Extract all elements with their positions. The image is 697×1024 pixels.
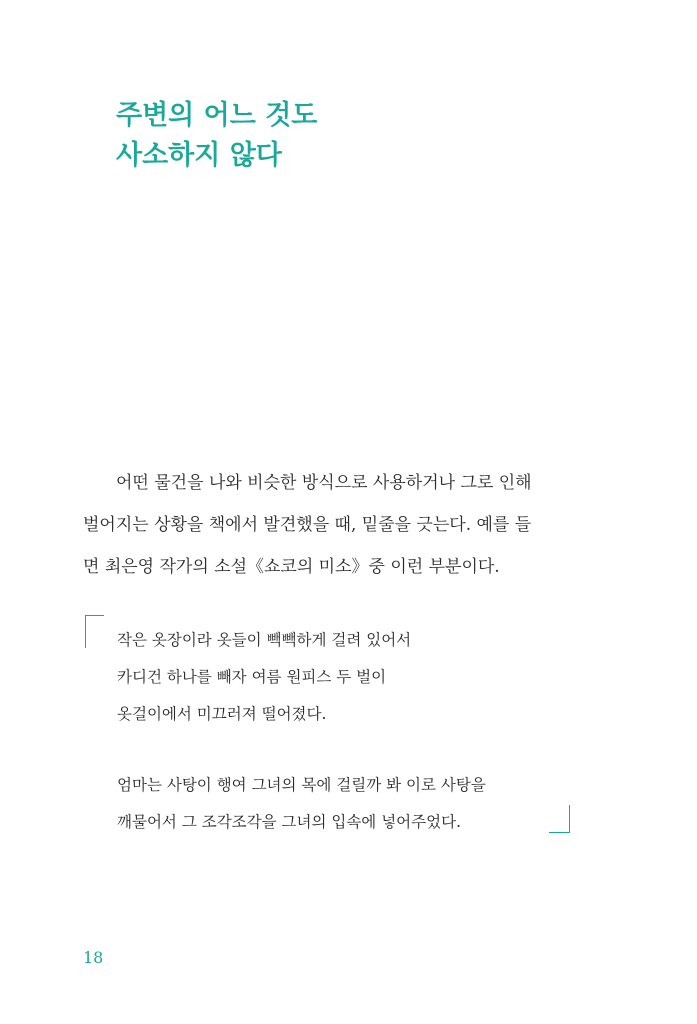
quote-line-2: 카디건 하나를 빼자 여름 원피스 두 벌이 bbox=[117, 668, 387, 686]
quote-paragraph-gap bbox=[117, 733, 486, 767]
body-paragraph bbox=[83, 462, 593, 588]
quote-line-5: 깨물어서 그 조각조각을 그녀의 입속에 넣어주었다. bbox=[117, 813, 461, 831]
quote-close-bracket bbox=[549, 805, 570, 833]
page-number: 18 bbox=[83, 948, 104, 967]
chapter-title-line-2: 사소하지 않다 bbox=[116, 140, 282, 172]
quote-line-3: 옷걸이에서 미끄러져 떨어졌다. bbox=[117, 705, 327, 723]
quote-open-bracket bbox=[85, 615, 104, 648]
quote-line-1: 작은 옷장이라 옷들이 빽빽하게 걸려 있어서 bbox=[117, 631, 412, 649]
body-line-1: 어떤 물건을 나와 비슷한 방식으로 사용하거나 그로 인해 bbox=[116, 473, 532, 493]
block-quote bbox=[117, 622, 486, 841]
chapter-title bbox=[116, 96, 317, 176]
chapter-title-line-1: 주변의 어느 것도 bbox=[116, 100, 318, 132]
body-line-3: 면 최은영 작가의 소설《쇼코의 미소》중 이런 부분이다. bbox=[83, 557, 500, 577]
body-line-2: 벌어지는 상황을 책에서 발견했을 때, 밑줄을 긋는다. 예를 들 bbox=[83, 515, 532, 535]
quote-line-4: 엄마는 사탕이 행여 그녀의 목에 걸릴까 봐 이로 사탕을 bbox=[117, 776, 486, 794]
